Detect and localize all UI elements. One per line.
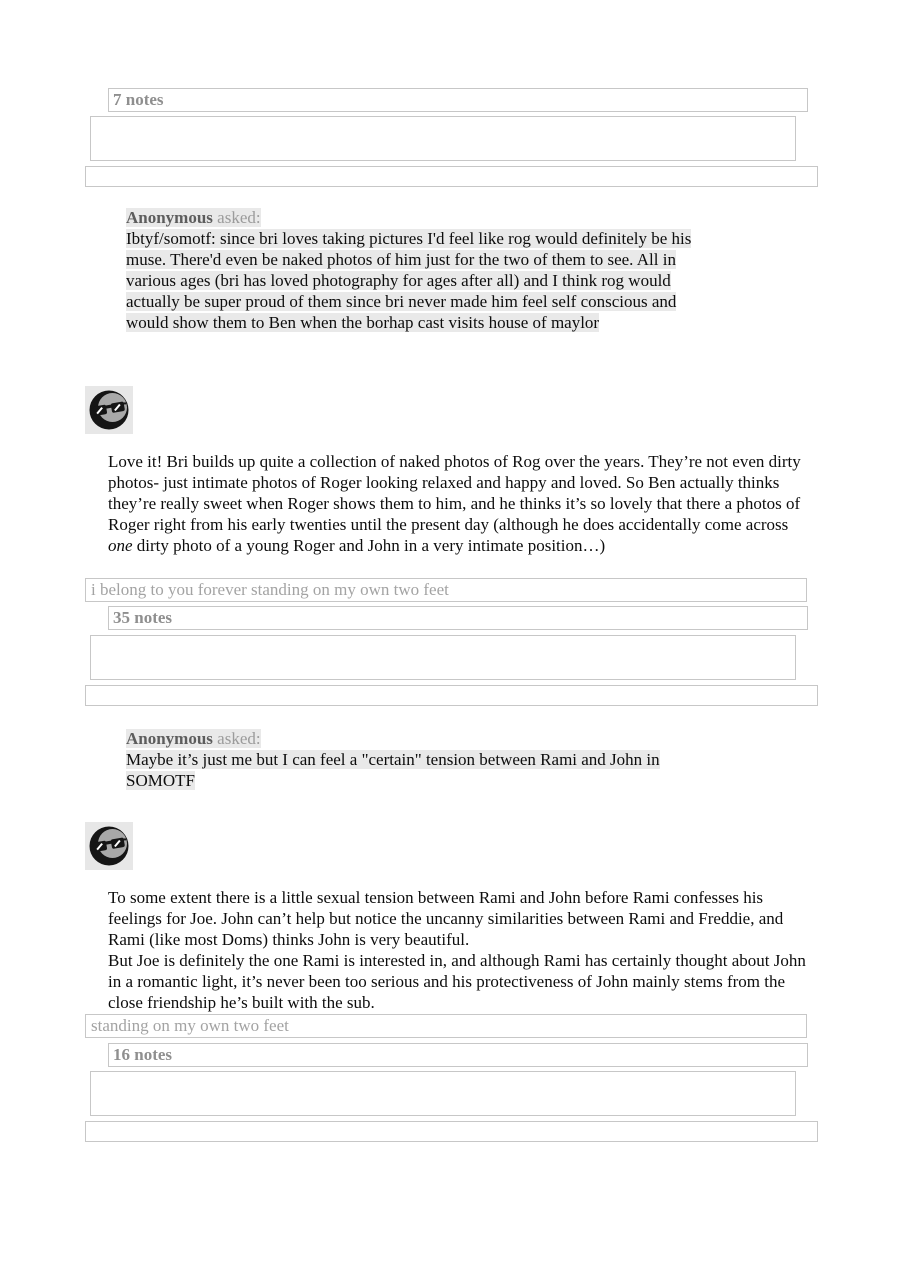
avatar-moon-sunglasses-icon[interactable]: [85, 386, 133, 434]
notes-count-box: [108, 88, 808, 112]
notes-count-box: [108, 1043, 808, 1067]
answer-italic-word: one: [108, 536, 133, 555]
ask-verb-label: asked:: [212, 729, 261, 748]
answer-text: [108, 887, 808, 1013]
notes-count[interactable]: 7 notes: [113, 90, 164, 109]
ask-question: Maybe it’s just me but I can feel a "certain" tension between Rami and John in SOMOTF: [126, 750, 660, 790]
empty-form-box: [90, 116, 796, 161]
empty-form-box: [90, 1071, 796, 1116]
ask-verb-label: asked:: [212, 208, 261, 227]
tags-box: [85, 1014, 807, 1038]
answer-text: [108, 451, 805, 556]
tags-text[interactable]: standing on my own two feet: [91, 1016, 289, 1035]
ask-block: [126, 207, 716, 333]
answer-paragraph-2: But Joe is definitely the one Rami is interested in, and although Rami has certainly thought about John in a romantic light, it’s never been too serious and his protectiveness of John mainly stems from the close friendship he’s built with the sub.: [108, 951, 806, 1012]
ask-author: Anonymous: [126, 208, 213, 227]
ask-block: [126, 728, 716, 791]
empty-form-box: [90, 635, 796, 680]
ask-header: [126, 207, 716, 228]
answer-part-1: Love it! Bri builds up quite a collection of naked photos of Rog over the years. They’re not even dirty photos- just intimate photos of Roger looking relaxed and happy and loved. So Ben actually thinks they’re really sweet when Roger shows them to him, and he thinks it’s so lovely that there a photos of Roger right from his early twenties until the present day (although he does accidentally come across: [108, 452, 801, 534]
notes-count[interactable]: 35 notes: [113, 608, 173, 627]
empty-form-box: [85, 166, 818, 187]
empty-form-box: [85, 1121, 818, 1142]
avatar-moon-sunglasses-icon[interactable]: [85, 822, 133, 870]
ask-author: Anonymous: [126, 729, 213, 748]
notes-count-box: [108, 606, 808, 630]
ask-question: Ibtyf/somotf: since bri loves taking pictures I'd feel like rog would definitely be his muse. There'd even be naked photos of him just for the two of them to see. All in various ages (bri has loved photography for ages after all) and I think rog would actually be super proud of them since bri never made him feel self conscious and would show them to Ben when the borhap cast visits house of maylor: [126, 229, 692, 332]
empty-form-box: [85, 685, 818, 706]
ask-header: [126, 728, 716, 749]
tags-box: [85, 578, 807, 602]
notes-count[interactable]: 16 notes: [113, 1045, 173, 1064]
tags-text[interactable]: i belong to you forever standing on my own two feet: [91, 580, 449, 599]
answer-part-2: dirty photo of a young Roger and John in a very intimate position…): [132, 536, 606, 555]
answer-paragraph-1: To some extent there is a little sexual tension between Rami and John before Rami confesses his feelings for Joe. John can’t help but notice the uncanny similarities between Rami and Freddie, and Rami (like most Doms) thinks John is very beautiful.: [108, 888, 784, 949]
